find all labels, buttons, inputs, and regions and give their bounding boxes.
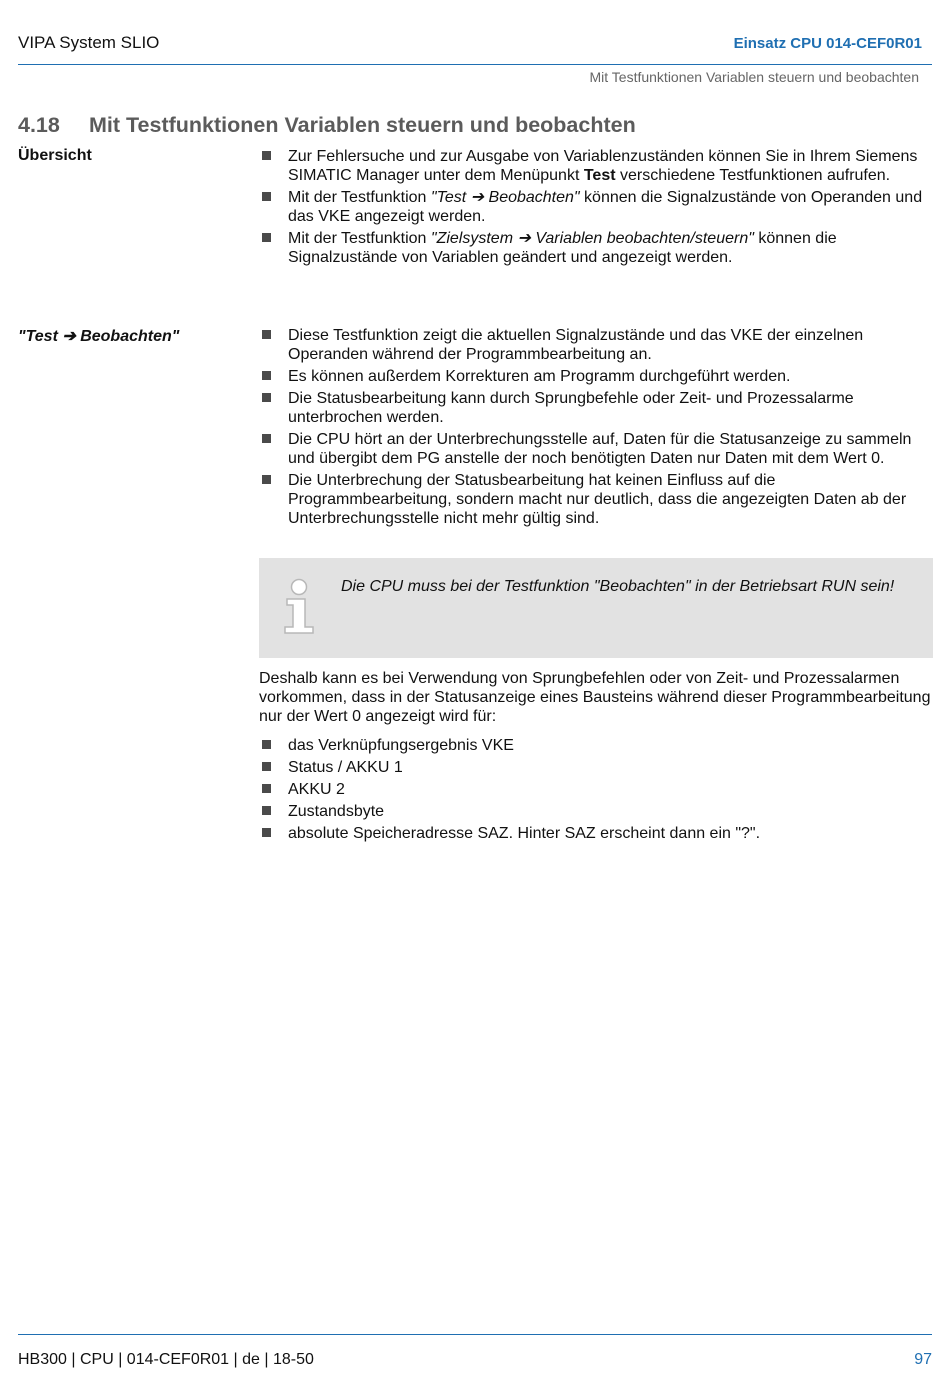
square-bullet-icon: [262, 806, 271, 815]
list-item: [259, 824, 935, 843]
overview-label: Übersicht: [18, 147, 92, 164]
item-text: AKKU 2: [288, 781, 345, 798]
list-item: [259, 367, 935, 386]
square-bullet-icon: [262, 330, 271, 339]
item-emphasis: "Zielsystem ➔ Variablen beobachten/steuern": [430, 230, 754, 247]
square-bullet-icon: [262, 151, 271, 160]
item-text: Mit der Testfunktion: [288, 230, 431, 247]
item-emphasis: "Test ➔ Beobachten": [430, 189, 580, 206]
section-heading: [18, 113, 636, 138]
test-list: [259, 326, 935, 531]
list-item: [259, 389, 935, 427]
item-text: Es können außerdem Korrekturen am Programm durchgeführt werden.: [288, 368, 791, 385]
header-chapter: Einsatz CPU 014-CEF0R01: [733, 35, 922, 52]
section-number: 4.18: [18, 113, 60, 137]
item-text: Status / AKKU 1: [288, 759, 403, 776]
square-bullet-icon: [262, 233, 271, 242]
item-text: Zustandsbyte: [288, 803, 385, 820]
list-item: [259, 326, 935, 364]
zero-value-list: [259, 736, 935, 846]
item-text: Die Statusbearbeitung kann durch Sprungbefehle oder Zeit- und Prozessalarme unterbrochen werden.: [288, 390, 854, 426]
square-bullet-icon: [262, 434, 271, 443]
list-item: [259, 229, 935, 267]
item-text: absolute Speicheradresse SAZ. Hinter SAZ erscheint dann ein "?".: [288, 825, 761, 842]
list-item: [259, 471, 935, 528]
item-emphasis: Test: [583, 167, 616, 184]
square-bullet-icon: [262, 475, 271, 484]
square-bullet-icon: [262, 762, 271, 771]
item-text: Diese Testfunktion zeigt die aktuellen Signalzustände und das VKE der einzelnen Operanden während der Programmbearbeitung an.: [288, 327, 864, 363]
footer-rule: [18, 1334, 932, 1335]
header-rule: [18, 64, 932, 65]
square-bullet-icon: [262, 371, 271, 380]
list-item: [259, 758, 935, 777]
test-label: "Test ➔ Beobachten": [18, 328, 180, 345]
item-text: können die Signalzustände von Operanden und das VKE angezeigt werden.: [288, 189, 923, 225]
list-item: [259, 147, 935, 185]
square-bullet-icon: [262, 393, 271, 402]
section-title: Mit Testfunktionen Variablen steuern und beobachten: [89, 113, 636, 137]
list-item: [259, 780, 935, 799]
body-paragraph: Deshalb kann es bei Verwendung von Sprungbefehlen oder von Zeit- und Prozessalarmen vorkommen, dass in der Statusanzeige eines Bausteins während dieser Programmbearbeitung nur der Wert 0 angezeigt wird für:: [259, 670, 931, 725]
square-bullet-icon: [262, 192, 271, 201]
info-icon: [283, 577, 317, 635]
list-item: [259, 430, 935, 468]
footer-doc-id: HB300 | CPU | 014-CEF0R01 | de | 18-50: [18, 1351, 314, 1368]
item-text: Mit der Testfunktion: [288, 189, 431, 206]
item-text: Die Unterbrechung der Statusbearbeitung hat keinen Einfluss auf die Programmbearbeitung, sondern macht nur deutlich, dass die angezeigten Daten ab der Unterbrechungsstelle nicht mehr gültig sind.: [288, 472, 907, 527]
header-product: VIPA System SLIO: [18, 33, 160, 52]
note-text: Die CPU muss bei der Testfunktion "Beobachten" in der Betriebsart RUN sein!: [341, 578, 895, 595]
square-bullet-icon: [262, 740, 271, 749]
item-text: Die CPU hört an der Unterbrechungsstelle auf, Daten für die Statusanzeige zu sammeln und übergibt dem PG anstelle der noch benötigten Daten nur Daten mit dem Wert 0.: [288, 431, 912, 467]
list-item: [259, 188, 935, 226]
page-number: 97: [914, 1351, 932, 1368]
overview-list: [259, 147, 935, 270]
header-subtitle: Mit Testfunktionen Variablen steuern und beobachten: [589, 69, 919, 85]
item-text: das Verknüpfungsergebnis VKE: [288, 737, 514, 754]
square-bullet-icon: [262, 784, 271, 793]
item-text: können die Signalzustände von Variablen geändert und angezeigt werden.: [288, 230, 837, 266]
item-text: verschiedene Testfunktionen aufrufen.: [615, 167, 891, 184]
list-item: [259, 802, 935, 821]
list-item: [259, 736, 935, 755]
item-text: Zur Fehlersuche und zur Ausgabe von Variablenzuständen können Sie in Ihrem Siemens SIMATIC Manager unter dem Menüpunkt: [288, 148, 918, 184]
square-bullet-icon: [262, 828, 271, 837]
info-note: [259, 558, 933, 658]
